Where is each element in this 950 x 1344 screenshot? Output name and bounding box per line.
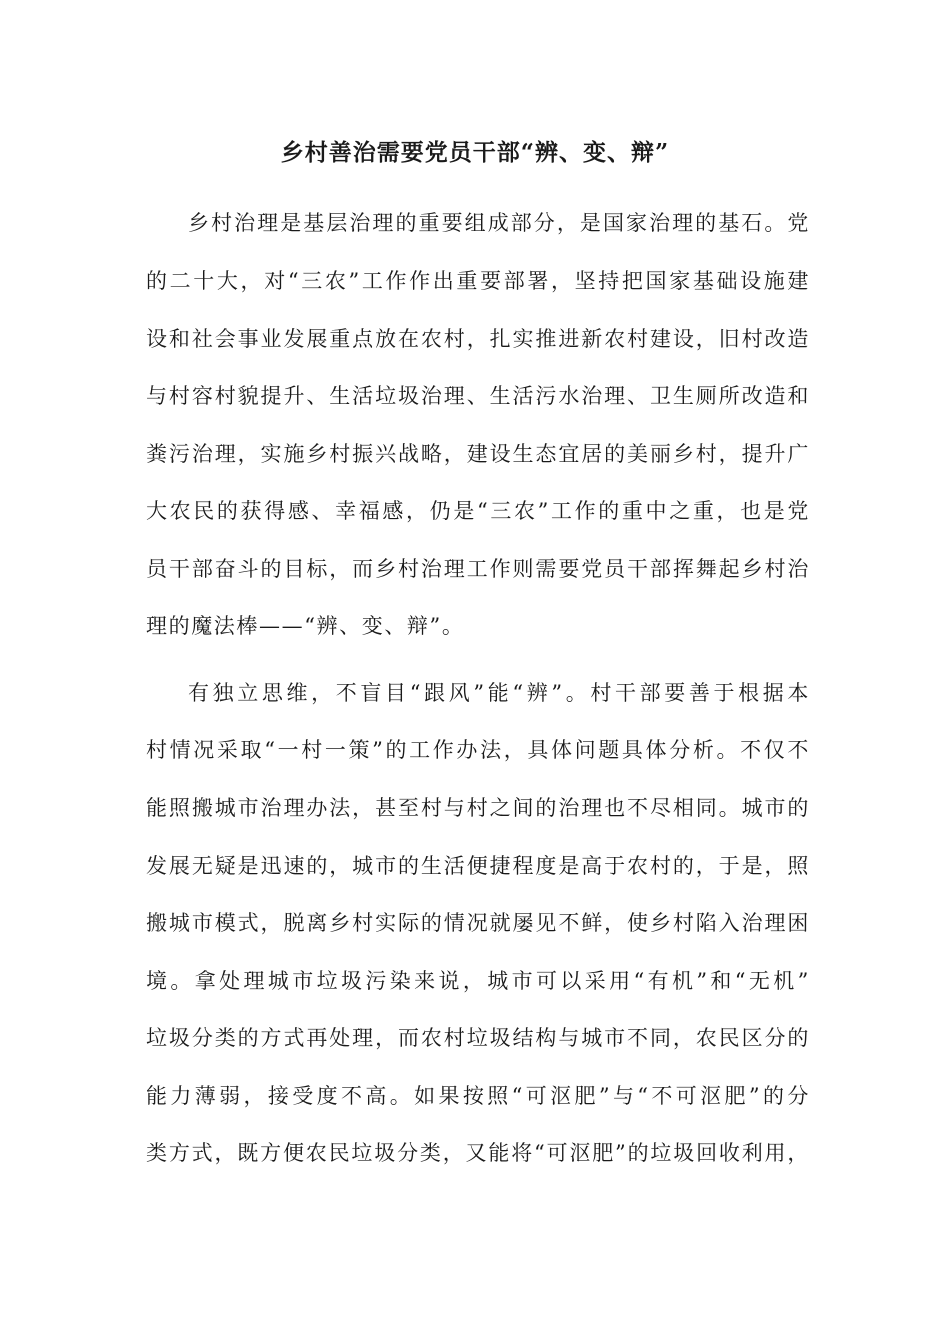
paragraph-1-line-6: 大农民的获得感、幸福感，仍是“三农”工作的重中之重，也是党 [146, 499, 810, 523]
paragraph-1-line-7: 员干部奋斗的目标，而乡村治理工作则需要党员干部挥舞起乡村治 [146, 557, 810, 581]
paragraph-1-line-8: 理的魔法棒——“辨、变、辩”。 [146, 614, 465, 638]
paragraph-1-line-1: 乡村治理是基层治理的重要组成部分，是国家治理的基石。党 [188, 211, 810, 235]
paragraph-1-line-3: 设和社会事业发展重点放在农村，扎实推进新农村建设，旧村改造 [146, 327, 810, 351]
paragraph-2-line-8: 能力薄弱，接受度不高。如果按照“可沤肥”与“不可沤肥”的分 [146, 1084, 810, 1108]
paragraph-1-line-4: 与村容村貌提升、生活垃圾治理、生活污水治理、卫生厕所改造和 [146, 384, 810, 408]
paragraph-2-line-4: 发展无疑是迅速的，城市的生活便捷程度是高于农村的，于是，照 [146, 854, 810, 878]
paragraph-2-line-2: 村情况采取“一村一策”的工作办法，具体问题具体分析。不仅不 [146, 738, 810, 762]
document-title: 乡村善治需要党员干部“辨、变、辩” [280, 139, 670, 166]
paragraph-1-line-2: 的二十大，对“三农”工作作出重要部署，坚持把国家基础设施建 [146, 269, 810, 293]
paragraph-2-line-5: 搬城市模式，脱离乡村实际的情况就屡见不鲜，使乡村陷入治理困 [146, 911, 810, 935]
paragraph-2-line-1: 有独立思维，不盲目“跟风”能“辨”。村干部要善于根据本 [188, 681, 810, 705]
paragraph-2-line-7: 垃圾分类的方式再处理，而农村垃圾结构与城市不同，农民区分的 [146, 1026, 810, 1050]
paragraph-1-line-5: 粪污治理，实施乡村振兴战略，建设生态宜居的美丽乡村，提升广 [146, 442, 810, 466]
paragraph-2-line-3: 能照搬城市治理办法，甚至村与村之间的治理也不尽相同。城市的 [146, 796, 810, 820]
paragraph-2-line-9: 类方式，既方便农民垃圾分类，又能将“可沤肥”的垃圾回收利用， [146, 1141, 810, 1165]
paragraph-2-line-6: 境。拿处理城市垃圾污染来说，城市可以采用“有机”和“无机” [146, 969, 810, 993]
